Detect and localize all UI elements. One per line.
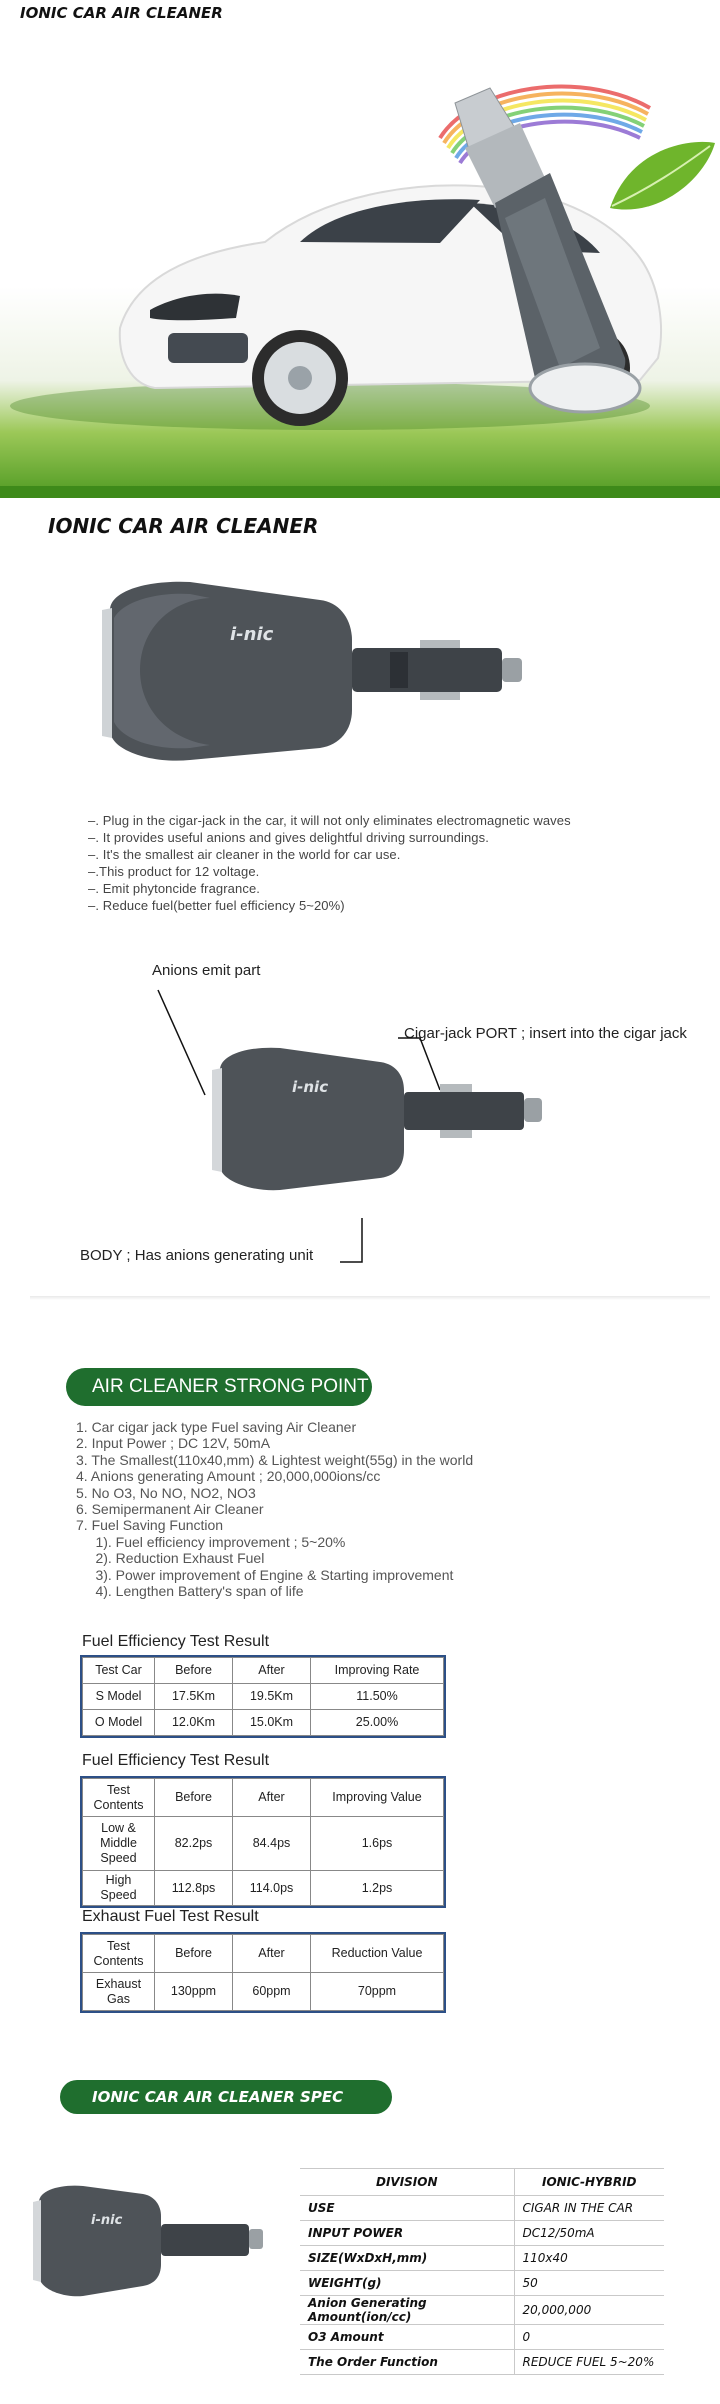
spec-row xyxy=(300,2196,664,2221)
list-item: 2). Reduction Exhaust Fuel xyxy=(76,1550,265,1567)
table-cell: 11.50% xyxy=(311,1684,444,1710)
list-item: 4. Anions generating Amount ; 20,000,000ions/cc xyxy=(76,1468,381,1485)
table-cell: 1.6ps xyxy=(311,1817,444,1871)
spec-value: CIGAR IN THE CAR xyxy=(514,2196,664,2221)
bullet-item: –. Plug in the cigar-jack in the car, it will not only eliminates electromagnetic waves xyxy=(88,813,571,828)
table-cell: 130ppm xyxy=(155,1973,233,2011)
spec-value: 20,000,000 xyxy=(514,2296,664,2325)
spec-row xyxy=(300,2350,664,2375)
list-item: 4). Lengthen Battery's span of life xyxy=(76,1583,304,1600)
result-table-2 xyxy=(80,1776,446,1908)
list-item: 6. Semipermanent Air Cleaner xyxy=(76,1501,264,1518)
header-title: IONIC CAR AIR CLEANER xyxy=(20,4,223,22)
table-cell: S Model xyxy=(83,1684,155,1710)
table-cell: 1.2ps xyxy=(311,1871,444,1906)
result-table-1 xyxy=(80,1655,446,1738)
spec-row xyxy=(300,2296,664,2325)
product-image-small xyxy=(25,2178,265,2308)
table-cell: Low & Middle Speed xyxy=(83,1817,155,1871)
spec-value: REDUCE FUEL 5~20% xyxy=(514,2350,664,2375)
spec-row xyxy=(300,2271,664,2296)
divider xyxy=(30,1296,710,1300)
list-item: 3. The Smallest(110x40,mm) & Lightest weight(55g) in the world xyxy=(76,1451,474,1468)
table-cell: 17.5Km xyxy=(155,1684,233,1710)
spec-row xyxy=(300,2325,664,2350)
callout-anions: Anions emit part xyxy=(152,962,261,979)
table-cell: 12.0Km xyxy=(155,1710,233,1736)
hero-illustration xyxy=(0,28,720,498)
strong-point-list xyxy=(76,1419,473,1599)
diagram-product xyxy=(0,980,720,1280)
table-header: After xyxy=(233,1779,311,1817)
spec-key: The Order Function xyxy=(300,2350,514,2375)
table-header: Reduction Value xyxy=(311,1935,444,1973)
spec-value: 0 xyxy=(514,2325,664,2350)
section-title: IONIC CAR AIR CLEANER xyxy=(48,514,319,538)
table-cell: 60ppm xyxy=(233,1973,311,2011)
bullet-item: –.This product for 12 voltage. xyxy=(88,864,260,879)
table-header: After xyxy=(233,1658,311,1684)
table-header: Improving Value xyxy=(311,1779,444,1817)
spec-value: 110x40 xyxy=(514,2246,664,2271)
result-table-3 xyxy=(80,1932,446,2013)
spec-header: DIVISION xyxy=(300,2169,514,2196)
spec-value: 50 xyxy=(514,2271,664,2296)
leader-line xyxy=(398,1038,440,1090)
table-cell: 82.2ps xyxy=(155,1817,233,1871)
table-row xyxy=(83,1973,444,2011)
brand-label: i-nic xyxy=(91,2213,123,2228)
section-heading: AIR CLEANER STRONG POINT xyxy=(92,1376,369,1397)
bullet-item: –. It provides useful anions and gives delightful driving surroundings. xyxy=(88,830,489,845)
hero-banner xyxy=(0,28,720,498)
table-header: Before xyxy=(155,1658,233,1684)
list-item: 1. Car cigar jack type Fuel saving Air Cleaner xyxy=(76,1419,357,1435)
table-header: Improving Rate xyxy=(311,1658,444,1684)
table-row xyxy=(83,1710,444,1736)
bullet-item: –. Reduce fuel(better fuel efficiency 5~20%) xyxy=(88,898,345,913)
leader-line xyxy=(340,1218,362,1262)
table-row xyxy=(83,1871,444,1906)
table-header: Before xyxy=(155,1779,233,1817)
spec-row xyxy=(300,2246,664,2271)
section-pill-strong-point xyxy=(66,1368,372,1406)
table-header: Test Car xyxy=(83,1658,155,1684)
table-title: Exhaust Fuel Test Result xyxy=(82,1908,259,1925)
spec-value: DC12/50mA xyxy=(514,2221,664,2246)
bullet-item: –. Emit phytoncide fragrance. xyxy=(88,881,260,896)
spec-key: O3 Amount xyxy=(300,2325,514,2350)
spec-key: Anion Generating Amount(ion/cc) xyxy=(300,2296,514,2325)
table-cell: 19.5Km xyxy=(233,1684,311,1710)
spec-row xyxy=(300,2221,664,2246)
table-cell: 25.00% xyxy=(311,1710,444,1736)
section-heading: IONIC CAR AIR CLEANER SPEC xyxy=(92,2088,344,2106)
table-cell: O Model xyxy=(83,1710,155,1736)
table-title: Fuel Efficiency Test Result xyxy=(82,1633,270,1650)
table-header: Test Contents xyxy=(83,1935,155,1973)
spec-table xyxy=(300,2168,664,2375)
table-cell: 114.0ps xyxy=(233,1871,311,1906)
product-image-large xyxy=(90,570,550,770)
spec-key: USE xyxy=(300,2196,514,2221)
callout-body: BODY ; Has anions generating unit xyxy=(80,1247,314,1264)
brand-label: i-nic xyxy=(292,1078,329,1096)
table-cell: 112.8ps xyxy=(155,1871,233,1906)
leaf-icon xyxy=(610,142,715,210)
spec-key: WEIGHT(g) xyxy=(300,2271,514,2296)
leader-line xyxy=(158,990,205,1095)
table-row xyxy=(83,1817,444,1871)
table-header: After xyxy=(233,1935,311,1973)
table-cell: Exhaust Gas xyxy=(83,1973,155,2011)
table-header: Before xyxy=(155,1935,233,1973)
spec-header: IONIC-HYBRID xyxy=(514,2169,664,2196)
table-cell: High Speed xyxy=(83,1871,155,1906)
table-row xyxy=(83,1684,444,1710)
list-item: 3). Power improvement of Engine & Starting improvement xyxy=(76,1566,454,1583)
list-item: 1). Fuel efficiency improvement ; 5~20% xyxy=(76,1533,346,1550)
brand-label: i-nic xyxy=(230,624,274,645)
section-pill-spec xyxy=(60,2080,392,2114)
table-title: Fuel Efficiency Test Result xyxy=(82,1752,270,1769)
spec-key: INPUT POWER xyxy=(300,2221,514,2246)
table-cell: 70ppm xyxy=(311,1973,444,2011)
table-header: Test Contents xyxy=(83,1779,155,1817)
bullet-item: –. It's the smallest air cleaner in the world for car use. xyxy=(88,847,401,862)
callout-port: Cigar-jack PORT ; insert into the cigar jack xyxy=(404,1025,687,1042)
table-cell: 15.0Km xyxy=(233,1710,311,1736)
list-item: 7. Fuel Saving Function xyxy=(76,1517,224,1534)
table-cell: 84.4ps xyxy=(233,1817,311,1871)
list-item: 5. No O3, No NO, NO2, NO3 xyxy=(76,1484,256,1501)
feature-bullets xyxy=(88,812,571,914)
list-item: 2. Input Power ; DC 12V, 50mA xyxy=(76,1435,271,1452)
spec-key: SIZE(WxDxH,mm) xyxy=(300,2246,514,2271)
